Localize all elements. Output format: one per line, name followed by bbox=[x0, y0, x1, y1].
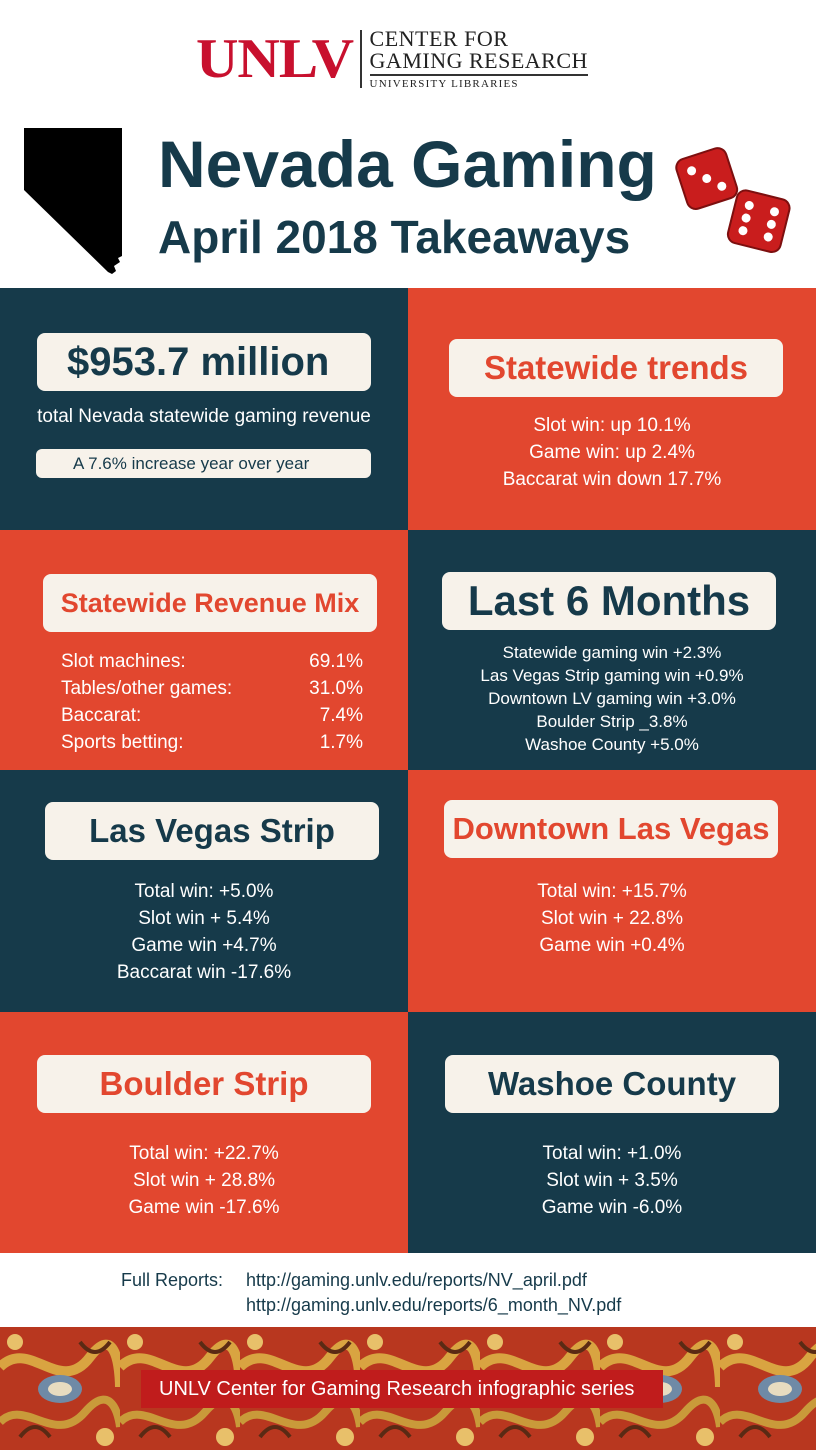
downtown-heading: Downtown Las Vegas bbox=[444, 800, 778, 858]
full-reports-label: Full Reports: bbox=[121, 1270, 224, 1290]
series-banner: UNLV Center for Gaming Research infographic series bbox=[141, 1370, 663, 1408]
revenue-mix-panel bbox=[0, 530, 408, 770]
revenue-increase-badge: A 7.6% increase year over year bbox=[36, 449, 371, 478]
header bbox=[0, 0, 816, 288]
revenue-mix-heading: Statewide Revenue Mix bbox=[43, 574, 377, 632]
logo-unlv-wordmark: UNLV bbox=[196, 28, 354, 90]
logo-line2: GAMING RESEARCH bbox=[370, 50, 588, 76]
last-6-months-panel bbox=[408, 530, 816, 770]
washoe-county-panel bbox=[408, 1012, 816, 1253]
mix-label: Tables/other games: bbox=[61, 678, 233, 699]
boulder-strip-panel bbox=[0, 1012, 408, 1253]
list-item: Game win -6.0% bbox=[541, 1197, 683, 1218]
downtown-list bbox=[408, 878, 816, 959]
revenue-amount: $953.7 million bbox=[37, 333, 371, 391]
downtown-panel bbox=[408, 770, 816, 1012]
list-item: Baccarat win down 17.7% bbox=[502, 469, 722, 490]
list-item: Slot win + 28.8% bbox=[132, 1170, 276, 1191]
mix-value: 31.0% bbox=[309, 678, 363, 699]
logo-text bbox=[370, 28, 588, 90]
list-item: Slot win: up 10.1% bbox=[533, 415, 691, 436]
page-subtitle: April 2018 Takeaways bbox=[158, 211, 631, 263]
page-title: Nevada Gaming bbox=[158, 127, 657, 201]
list-item: Total win: +1.0% bbox=[542, 1143, 682, 1164]
boulder-strip-heading: Boulder Strip bbox=[37, 1055, 371, 1113]
washoe-county-list bbox=[408, 1140, 816, 1221]
dice-icon bbox=[672, 140, 796, 256]
nevada-state-icon bbox=[24, 128, 124, 274]
table-row bbox=[61, 648, 363, 675]
mix-value: 1.7% bbox=[319, 732, 363, 753]
list-item: Las Vegas Strip gaming win +0.9% bbox=[480, 666, 744, 685]
mix-value: 69.1% bbox=[309, 651, 363, 672]
mix-label: Sports betting: bbox=[61, 732, 184, 753]
list-item: Slot win + 22.8% bbox=[540, 908, 684, 929]
mix-label: Baccarat: bbox=[61, 705, 142, 726]
list-item: Game win: up 2.4% bbox=[529, 442, 695, 463]
table-row bbox=[61, 729, 363, 756]
logo-divider bbox=[360, 30, 362, 88]
list-item: Game win -17.6% bbox=[128, 1197, 280, 1218]
statewide-trends-list bbox=[408, 412, 816, 493]
list-item: Total win: +22.7% bbox=[129, 1143, 279, 1164]
list-item: Slot win + 3.5% bbox=[546, 1170, 678, 1191]
las-vegas-strip-panel bbox=[0, 770, 408, 1012]
list-item: Total win: +5.0% bbox=[134, 881, 274, 902]
revenue-description: total Nevada statewide gaming revenue bbox=[37, 406, 371, 427]
list-item: Statewide gaming win +2.3% bbox=[502, 643, 722, 662]
mix-label: Slot machines: bbox=[61, 651, 186, 672]
unlv-logo[interactable] bbox=[196, 28, 588, 90]
last-6-months-heading: Last 6 Months bbox=[442, 572, 776, 630]
las-vegas-strip-list bbox=[0, 878, 408, 986]
statewide-trends-panel bbox=[408, 288, 816, 530]
statewide-trends-heading: Statewide trends bbox=[449, 339, 783, 397]
revenue-panel bbox=[0, 288, 408, 530]
list-item: Downtown LV gaming win +3.0% bbox=[488, 689, 736, 708]
report-link-6-month[interactable]: http://gaming.unlv.edu/reports/6_month_NV.pdf bbox=[246, 1295, 622, 1315]
washoe-county-heading: Washoe County bbox=[445, 1055, 779, 1113]
list-item: Game win +4.7% bbox=[131, 935, 277, 956]
boulder-strip-list bbox=[0, 1140, 408, 1221]
logo-line3: UNIVERSITY LIBRARIES bbox=[369, 78, 519, 90]
list-item: Boulder Strip _3.8% bbox=[536, 712, 688, 731]
logo-line1: CENTER FOR bbox=[369, 26, 509, 51]
las-vegas-strip-heading: Las Vegas Strip bbox=[45, 802, 379, 860]
list-item: Baccarat win -17.6% bbox=[116, 962, 292, 983]
report-link-april[interactable]: http://gaming.unlv.edu/reports/NV_april.pdf bbox=[246, 1270, 587, 1290]
list-item: Washoe County +5.0% bbox=[525, 735, 699, 754]
mix-value: 7.4% bbox=[319, 705, 363, 726]
full-reports-section bbox=[0, 1253, 816, 1327]
table-row bbox=[61, 675, 363, 702]
list-item: Game win +0.4% bbox=[539, 935, 685, 956]
revenue-mix-table bbox=[61, 648, 363, 756]
table-row bbox=[61, 702, 363, 729]
last-6-months-list bbox=[408, 641, 816, 756]
list-item: Slot win + 5.4% bbox=[138, 908, 270, 929]
list-item: Total win: +15.7% bbox=[537, 881, 687, 902]
